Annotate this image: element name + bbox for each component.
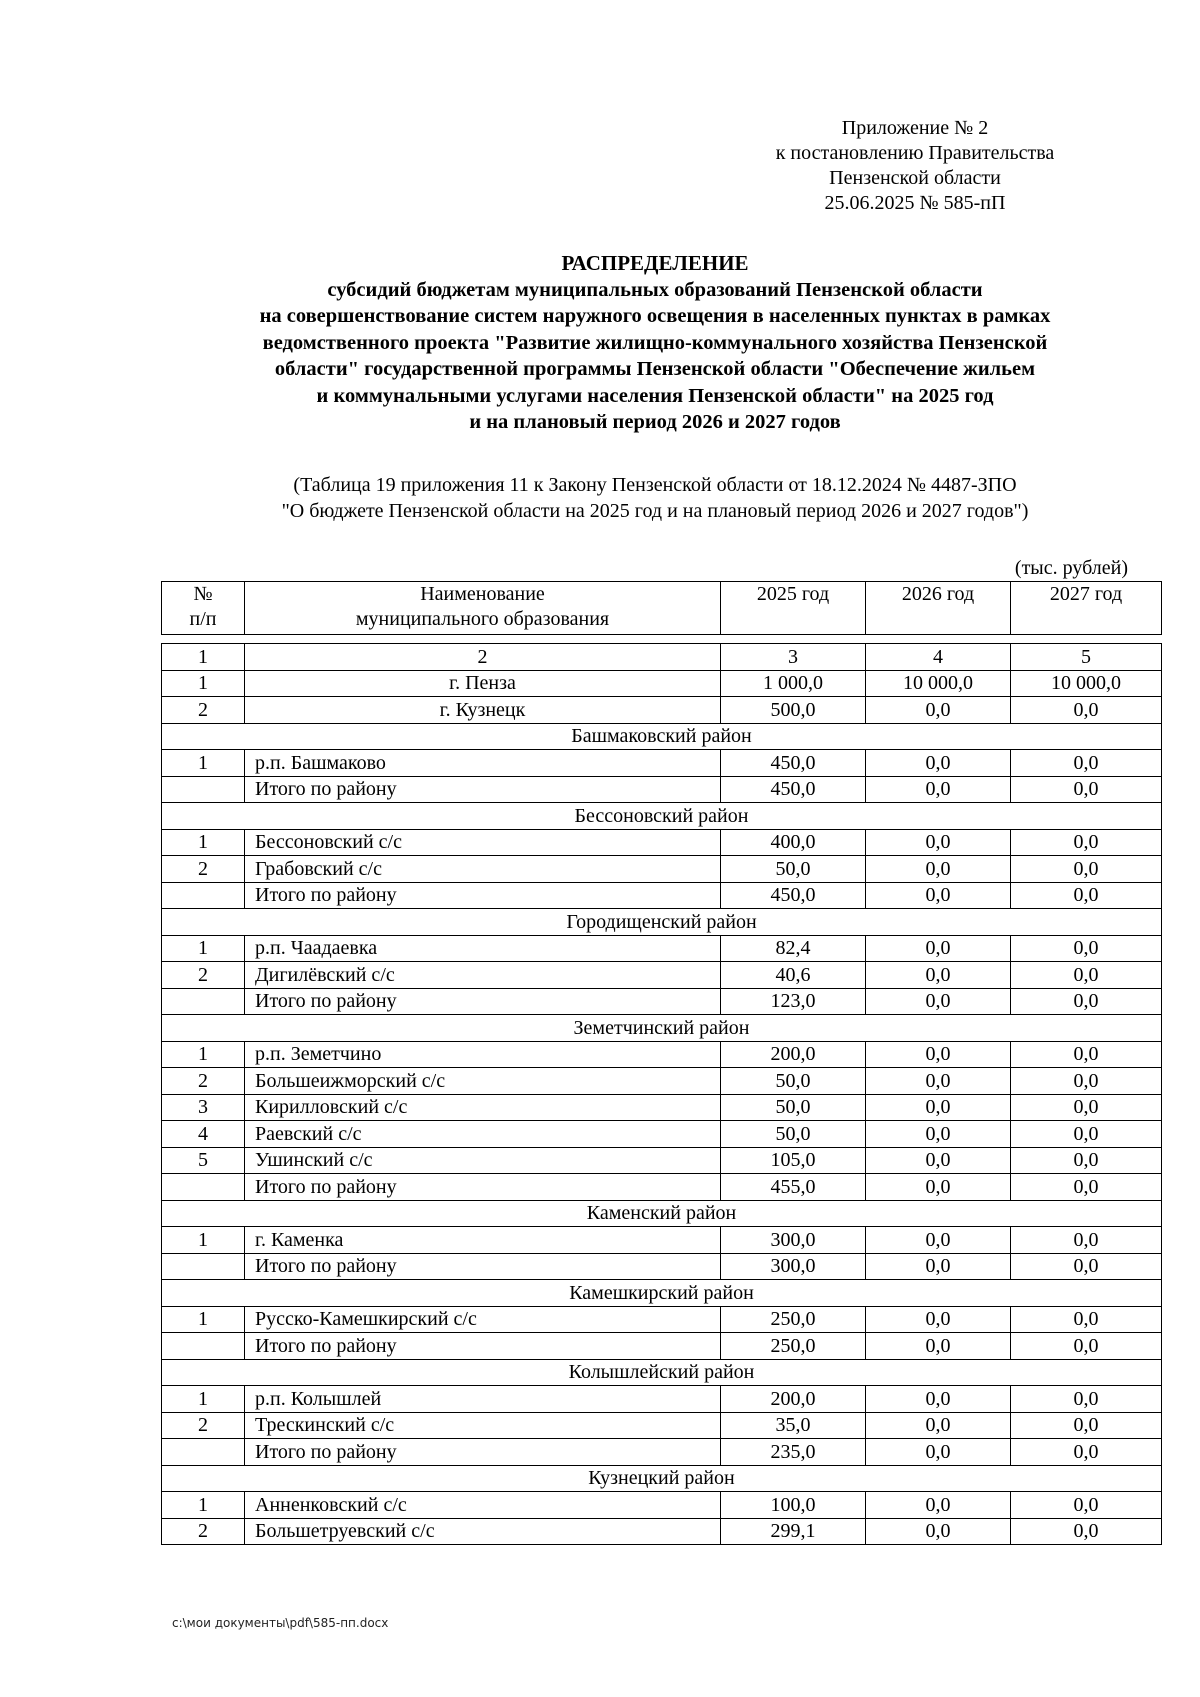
value-2026: 0,0: [866, 1227, 1011, 1254]
distribution-table: [161, 643, 1162, 1545]
row-name: Трескинский с/с: [245, 1412, 721, 1439]
value-2025: 50,0: [721, 856, 866, 883]
value-2025: 450,0: [721, 776, 866, 803]
table-row: [162, 1041, 1162, 1068]
row-name: Итого по району: [245, 882, 721, 909]
title-main: РАСПРЕДЕЛЕНИЕ: [561, 251, 749, 275]
value-2026: 0,0: [866, 697, 1011, 724]
row-name: р.п. Башмаково: [245, 750, 721, 777]
section-name: Городищенский район: [162, 909, 1162, 936]
header-num-line-1: №: [193, 583, 213, 605]
value-2027: 0,0: [1011, 1147, 1162, 1174]
value-2025: 500,0: [721, 697, 866, 724]
table-row: [162, 1253, 1162, 1280]
row-name: Итого по району: [245, 1253, 721, 1280]
value-2025: 123,0: [721, 988, 866, 1015]
value-2027: 0,0: [1011, 1121, 1162, 1148]
table-row: [162, 1227, 1162, 1254]
value-2026: 0,0: [866, 1174, 1011, 1201]
title-line: области" государственной программы Пензенской области "Обеспечение жильем: [274, 358, 1036, 380]
value-2027: 0,0: [1011, 1386, 1162, 1413]
file-path-footer: c:\мои документы\pdf\585-пп.docx: [172, 1616, 389, 1630]
units-label: (тыс. рублей): [1014, 557, 1128, 579]
section-row: [162, 1359, 1162, 1386]
row-number: 1: [162, 1227, 245, 1254]
value-2025: 250,0: [721, 1306, 866, 1333]
header-num: [162, 582, 245, 635]
row-name: Анненковский с/с: [245, 1492, 721, 1519]
section-row: [162, 1015, 1162, 1042]
value-2026: 0,0: [866, 988, 1011, 1015]
section-name: Каменский район: [162, 1200, 1162, 1227]
title-line: субсидий бюджетам муниципальных образований Пензенской области: [327, 278, 983, 301]
value-2027: 0,0: [1011, 750, 1162, 777]
row-number: [162, 1439, 245, 1466]
row-number: [162, 882, 245, 909]
value-2027: 0,0: [1011, 1492, 1162, 1519]
row-number: 2: [162, 1412, 245, 1439]
title-line: и на плановый период 2026 и 2027 годов: [469, 411, 841, 433]
appendix-line-3: Пензенской области: [829, 167, 1001, 189]
section-name: Колышлейский район: [162, 1359, 1162, 1386]
title-line: и коммунальными услугами населения Пензенской области" на 2025 год: [316, 384, 994, 407]
value-2026: 0,0: [866, 1333, 1011, 1360]
document-title: [150, 250, 1160, 436]
title-line: на совершенствование систем наружного освещения в населенных пунктах в рамках: [259, 305, 1051, 327]
value-2025: 3: [721, 644, 866, 671]
table-row: [162, 829, 1162, 856]
value-2026: 0,0: [866, 750, 1011, 777]
value-2026: 0,0: [866, 1518, 1011, 1545]
table-row: [162, 670, 1162, 697]
table-body: [162, 644, 1162, 1545]
row-name: Ушинский с/с: [245, 1147, 721, 1174]
value-2025: 1 000,0: [721, 670, 866, 697]
value-2026: 10 000,0: [866, 670, 1011, 697]
row-name: г. Пенза: [245, 670, 721, 697]
row-name: Итого по району: [245, 1174, 721, 1201]
row-name: Раевский с/с: [245, 1121, 721, 1148]
table-row: [162, 776, 1162, 803]
value-2026: 0,0: [866, 1041, 1011, 1068]
value-2026: 0,0: [866, 1386, 1011, 1413]
row-name: Русско-Камешкирский с/с: [245, 1306, 721, 1333]
row-number: 1: [162, 935, 245, 962]
table-row: [162, 1518, 1162, 1545]
row-number: 1: [162, 750, 245, 777]
row-number: [162, 1333, 245, 1360]
row-number: 1: [162, 829, 245, 856]
value-2027: 0,0: [1011, 776, 1162, 803]
section-row: [162, 803, 1162, 830]
row-name: Итого по району: [245, 1333, 721, 1360]
header-name-line-1: Наименование: [420, 583, 545, 605]
value-2026: 0,0: [866, 935, 1011, 962]
row-number: 2: [162, 697, 245, 724]
row-number: 1: [162, 1306, 245, 1333]
value-2026: 0,0: [866, 1492, 1011, 1519]
row-number: 1: [162, 670, 245, 697]
section-name: Земетчинский район: [162, 1015, 1162, 1042]
row-name: Дигилёвский с/с: [245, 962, 721, 989]
row-number: 4: [162, 1121, 245, 1148]
value-2026: 0,0: [866, 1094, 1011, 1121]
header-row: [162, 582, 1162, 635]
table-row: [162, 750, 1162, 777]
value-2025: 450,0: [721, 750, 866, 777]
row-name: Итого по району: [245, 988, 721, 1015]
header-2027: 2027 год: [1011, 582, 1162, 635]
value-2026: 0,0: [866, 1121, 1011, 1148]
row-number: 1: [162, 1041, 245, 1068]
row-name: Бессоновский с/с: [245, 829, 721, 856]
table-row: [162, 1068, 1162, 1095]
value-2027: 0,0: [1011, 962, 1162, 989]
value-2025: 35,0: [721, 1412, 866, 1439]
value-2027: 0,0: [1011, 1412, 1162, 1439]
row-number: 2: [162, 1518, 245, 1545]
value-2025: 82,4: [721, 935, 866, 962]
table-row: [162, 1412, 1162, 1439]
row-name: р.п. Колышлей: [245, 1386, 721, 1413]
section-name: Башмаковский район: [162, 723, 1162, 750]
row-number: 1: [162, 1492, 245, 1519]
value-2026: 0,0: [866, 882, 1011, 909]
row-name: Грабовский с/с: [245, 856, 721, 883]
value-2025: 400,0: [721, 829, 866, 856]
value-2027: 0,0: [1011, 882, 1162, 909]
row-name: р.п. Чаадаевка: [245, 935, 721, 962]
table-header: [161, 581, 1162, 635]
value-2027: 0,0: [1011, 1068, 1162, 1095]
appendix-block: [760, 116, 1070, 216]
row-number: 1: [162, 644, 245, 671]
value-2025: 250,0: [721, 1333, 866, 1360]
table-row: [162, 644, 1162, 671]
value-2027: 0,0: [1011, 1227, 1162, 1254]
value-2025: 100,0: [721, 1492, 866, 1519]
row-name: г. Кузнецк: [245, 697, 721, 724]
value-2027: 0,0: [1011, 697, 1162, 724]
value-2026: 0,0: [866, 856, 1011, 883]
table-row: [162, 962, 1162, 989]
value-2027: 0,0: [1011, 935, 1162, 962]
table-row: [162, 1386, 1162, 1413]
row-name: р.п. Земетчино: [245, 1041, 721, 1068]
subtitle-line-1: (Таблица 19 приложения 11 к Закону Пензенской области от 18.12.2024 № 4487-ЗПО: [293, 474, 1017, 496]
value-2025: 50,0: [721, 1094, 866, 1121]
row-number: 2: [162, 856, 245, 883]
value-2025: 235,0: [721, 1439, 866, 1466]
appendix-line-4: 25.06.2025 № 585-пП: [824, 192, 1006, 214]
value-2025: 40,6: [721, 962, 866, 989]
value-2027: 0,0: [1011, 1253, 1162, 1280]
row-number: 2: [162, 962, 245, 989]
header-2025: 2025 год: [721, 582, 866, 635]
section-row: [162, 1465, 1162, 1492]
section-row: [162, 723, 1162, 750]
subtitle-line-2: "О бюджете Пензенской области на 2025 год и на плановый период 2026 и 2027 годов"): [281, 500, 1029, 522]
header-name: [245, 582, 721, 635]
section-row: [162, 1200, 1162, 1227]
value-2026: 0,0: [866, 1253, 1011, 1280]
value-2027: 0,0: [1011, 1174, 1162, 1201]
value-2027: 0,0: [1011, 1306, 1162, 1333]
table-row: [162, 1492, 1162, 1519]
table-row: [162, 988, 1162, 1015]
appendix-line-1: Приложение № 2: [841, 117, 989, 139]
value-2026: 0,0: [866, 829, 1011, 856]
value-2025: 105,0: [721, 1147, 866, 1174]
row-number: [162, 776, 245, 803]
value-2027: 0,0: [1011, 856, 1162, 883]
row-name: Итого по району: [245, 1439, 721, 1466]
value-2027: 5: [1011, 644, 1162, 671]
table-row: [162, 1439, 1162, 1466]
value-2027: 0,0: [1011, 1518, 1162, 1545]
value-2027: 0,0: [1011, 988, 1162, 1015]
row-name: Большетруевский с/с: [245, 1518, 721, 1545]
section-name: Камешкирский район: [162, 1280, 1162, 1307]
row-number: 5: [162, 1147, 245, 1174]
row-number: [162, 1253, 245, 1280]
row-name: Итого по району: [245, 776, 721, 803]
value-2027: 0,0: [1011, 1041, 1162, 1068]
value-2026: 0,0: [866, 1147, 1011, 1174]
value-2025: 299,1: [721, 1518, 866, 1545]
subtitle-reference: [150, 472, 1160, 524]
appendix-line-2: к постановлению Правительства: [775, 142, 1055, 164]
value-2026: 0,0: [866, 1439, 1011, 1466]
title-line: ведомственного проекта "Развитие жилищно-коммунального хозяйства Пензенской: [262, 331, 1048, 354]
table-row: [162, 1174, 1162, 1201]
value-2027: 0,0: [1011, 1333, 1162, 1360]
table-row: [162, 856, 1162, 883]
row-number: 2: [162, 1068, 245, 1095]
value-2027: 0,0: [1011, 1439, 1162, 1466]
table-row: [162, 1306, 1162, 1333]
value-2026: 4: [866, 644, 1011, 671]
table-row: [162, 882, 1162, 909]
value-2026: 0,0: [866, 1068, 1011, 1095]
table-row: [162, 935, 1162, 962]
value-2026: 0,0: [866, 1306, 1011, 1333]
value-2026: 0,0: [866, 1412, 1011, 1439]
row-name: г. Каменка: [245, 1227, 721, 1254]
row-number: [162, 988, 245, 1015]
section-name: Кузнецкий район: [162, 1465, 1162, 1492]
row-number: 1: [162, 1386, 245, 1413]
value-2025: 455,0: [721, 1174, 866, 1201]
value-2025: 50,0: [721, 1068, 866, 1095]
row-name: Кирилловский с/с: [245, 1094, 721, 1121]
value-2026: 0,0: [866, 962, 1011, 989]
section-row: [162, 909, 1162, 936]
table-row: [162, 1094, 1162, 1121]
row-name: 2: [245, 644, 721, 671]
row-number: 3: [162, 1094, 245, 1121]
value-2026: 0,0: [866, 776, 1011, 803]
section-name: Бессоновский район: [162, 803, 1162, 830]
value-2027: 0,0: [1011, 829, 1162, 856]
value-2027: 0,0: [1011, 1094, 1162, 1121]
value-2025: 200,0: [721, 1041, 866, 1068]
table-row: [162, 1333, 1162, 1360]
value-2025: 50,0: [721, 1121, 866, 1148]
header-num-line-2: п/п: [189, 608, 217, 630]
value-2025: 300,0: [721, 1253, 866, 1280]
row-name: Большеижморский с/с: [245, 1068, 721, 1095]
table-row: [162, 1121, 1162, 1148]
value-2027: 10 000,0: [1011, 670, 1162, 697]
header-2026: 2026 год: [866, 582, 1011, 635]
value-2025: 300,0: [721, 1227, 866, 1254]
table-row: [162, 697, 1162, 724]
row-number: [162, 1174, 245, 1201]
header-name-line-2: муниципального образования: [355, 608, 610, 630]
value-2025: 450,0: [721, 882, 866, 909]
value-2025: 200,0: [721, 1386, 866, 1413]
section-row: [162, 1280, 1162, 1307]
table-row: [162, 1147, 1162, 1174]
